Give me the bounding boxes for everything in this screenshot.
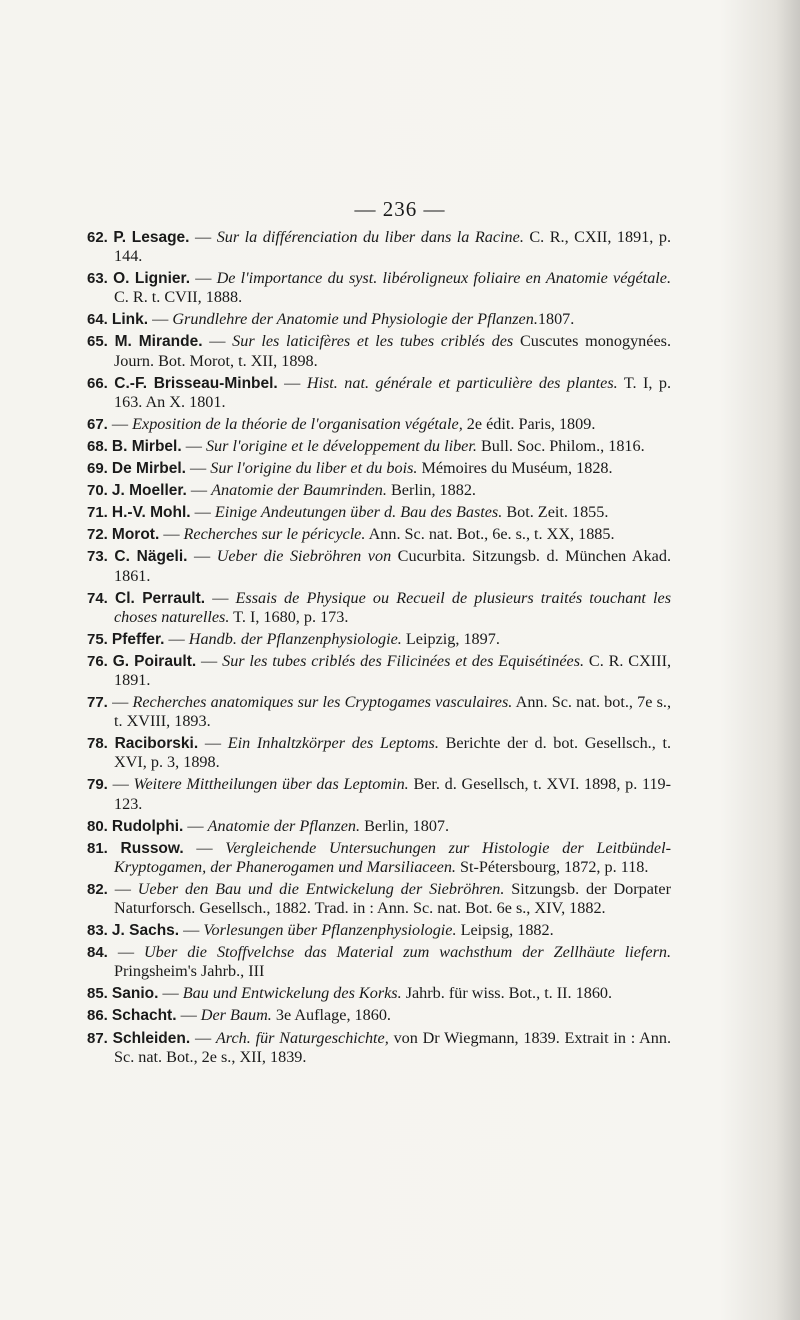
entry-title: Handb. der Pflanzenphysiologie. xyxy=(188,629,402,648)
entry-number: 67. xyxy=(87,415,108,433)
entry-reference: Pringsheim's Jahrb., III xyxy=(114,962,265,981)
entry-title: Uber die Stoffvelchse das Material zum wachsthum der Zellhäute liefern. xyxy=(143,943,672,962)
entry-number: 72. xyxy=(87,526,108,544)
entry-number: 69. xyxy=(87,460,108,478)
entry-author: Russow. xyxy=(120,839,184,857)
entry-author: De Mirbel. xyxy=(111,460,186,478)
entry-separator: — xyxy=(185,459,211,478)
entry-author: Schleiden. xyxy=(112,1029,191,1047)
entry-reference: Bull. Soc. Philom., 1816. xyxy=(476,436,645,455)
entry-reference: 3e Auflage, 1860. xyxy=(271,1006,391,1025)
entry-author: C.-F. Brisseau-Minbel. xyxy=(114,374,278,392)
bibliography-entry xyxy=(87,921,671,940)
entry-number: 81. xyxy=(87,839,108,857)
bibliography-entry xyxy=(87,228,671,266)
entry-number: 83. xyxy=(87,922,108,940)
bibliography-entry xyxy=(87,775,671,813)
entry-author: P. Lesage. xyxy=(113,229,190,246)
entry-separator: — xyxy=(181,436,206,455)
entry-reference: Ber. d. Gesellsch, t. XVI. 1898, p. 119-123. xyxy=(114,775,672,813)
entry-title: Der Baum. xyxy=(200,1006,272,1025)
entry-number: 87. xyxy=(87,1029,108,1047)
entry-author: B. Mirbel. xyxy=(111,437,182,455)
bibliography-entry xyxy=(87,693,671,731)
entry-separator: — xyxy=(187,547,217,566)
entry-title: Exposition de la théorie de l'organisation végétale, xyxy=(132,414,463,433)
entry-number: 75. xyxy=(87,630,108,648)
bibliography-entry xyxy=(87,332,671,370)
entry-separator: — xyxy=(158,984,183,1003)
entry-number: 68. xyxy=(87,437,108,455)
entry-separator: — xyxy=(112,693,133,712)
entry-separator: — xyxy=(176,1006,201,1025)
entry-reference: C. R., CXII, 1891, p. 144. xyxy=(114,228,671,266)
entry-reference: Sitzungsb. der Dorpater Naturforsch. Gesellsch., 1882. Trad. in : Ann. Sc. nat. Bot. 6e s., XIV, 1882. xyxy=(114,879,672,917)
entry-reference: T. I, p. 163. An X. 1801. xyxy=(114,373,672,411)
entry-author: H.-V. Mohl. xyxy=(111,504,191,522)
entry-separator: — xyxy=(190,503,215,522)
entry-title: Weitere Mittheilungen über das Leptomin. xyxy=(133,775,409,794)
entry-number: 76. xyxy=(87,652,108,670)
bibliography-entry xyxy=(87,630,671,649)
entry-title: Ueber den Bau und die Entwickelung der Siebröhren. xyxy=(137,879,505,898)
entry-author: Raciborski. xyxy=(114,735,199,753)
bibliography-entry xyxy=(87,943,671,981)
entry-reference: Ann. Sc. nat. Bot., 6e. s., t. XX, 1885. xyxy=(365,525,615,544)
entry-separator: — xyxy=(114,879,138,898)
entry-title: Sur la différenciation du liber dans la Racine. xyxy=(216,228,524,246)
bibliography-entry xyxy=(87,547,671,585)
bibliography-entry xyxy=(87,437,671,456)
entry-author: G. Poirault. xyxy=(112,652,197,670)
entry-number: 63. xyxy=(87,270,108,288)
entry-separator: — xyxy=(112,775,134,794)
entry-reference: C. R. t. CVII, 1888. xyxy=(114,288,243,307)
bibliography-entry xyxy=(87,310,671,329)
entry-title: Anatomie der Pflanzen. xyxy=(207,816,361,835)
entry-title: Recherches anatomiques sur les Cryptogames vasculaires. xyxy=(132,693,513,712)
entry-title: Vorlesungen über Pflanzenphysiologie. xyxy=(203,921,457,940)
entry-title: Sur les tubes criblés des Filicinées et des Equisétinées. xyxy=(222,651,585,670)
bibliography-entry xyxy=(87,503,671,522)
entry-title: Sur l'origine et le développement du liber. xyxy=(205,436,477,455)
bibliography-entry xyxy=(87,652,671,690)
entry-author: Schacht. xyxy=(111,1007,177,1025)
entry-reference: T. I, 1680, p. 173. xyxy=(229,607,349,626)
entry-separator: — xyxy=(196,651,223,670)
entry-author: C. Nägeli. xyxy=(114,548,188,566)
entry-reference: Cucurbita. Sitzungsb. d. München Akad. 1861. xyxy=(114,547,672,585)
bibliography-entry xyxy=(87,1029,671,1067)
bibliography-entry xyxy=(87,589,671,627)
entry-author: J. Moeller. xyxy=(111,482,187,500)
entry-title: Hist. nat. générale et particulière des plantes. xyxy=(306,373,618,392)
bibliography-entry xyxy=(87,374,671,412)
entry-reference: Cuscutes monogynées. Journ. Bot. Morot, t. XII, 1898. xyxy=(114,332,671,370)
bibliography-entry xyxy=(87,817,671,836)
entry-reference: Berichte der d. bot. Gesellsch., t. XVI, p. 3, 1898. xyxy=(114,734,672,772)
entry-title: Anatomie der Baumrinden. xyxy=(211,481,387,500)
entry-number: 74. xyxy=(87,589,108,607)
bibliography-entry xyxy=(87,734,671,772)
entry-reference: Mémoires du Muséum, 1828. xyxy=(417,459,613,478)
entry-number: 65. xyxy=(87,333,108,351)
bibliography-entry xyxy=(87,269,671,307)
entry-author: J. Sachs. xyxy=(111,922,180,940)
entry-separator: — xyxy=(164,629,189,648)
bibliography-entry xyxy=(87,839,671,877)
entry-reference: Leipzig, 1897. xyxy=(401,629,500,648)
entry-separator: — xyxy=(202,332,233,351)
entry-separator: — xyxy=(186,481,212,500)
entry-separator: — xyxy=(190,1028,216,1047)
entry-title: Sur l'origine du liber et du bois. xyxy=(210,459,418,478)
entry-reference: Ann. Sc. nat. bot., 7e s., t. XVIII, 1893. xyxy=(114,693,672,731)
bibliography-list xyxy=(87,228,671,1070)
entry-reference: 2e édit. Paris, 1809. xyxy=(462,414,596,433)
entry-separator: — xyxy=(183,838,226,857)
entry-number: 73. xyxy=(87,548,108,566)
entry-separator: — xyxy=(190,269,217,288)
bibliography-entry xyxy=(87,481,671,500)
entry-number: 84. xyxy=(87,944,108,962)
entry-number: 62. xyxy=(87,229,108,246)
entry-separator: — xyxy=(179,921,204,940)
entry-number: 70. xyxy=(87,482,108,500)
entry-number: 85. xyxy=(87,985,108,1003)
entry-title: Vergleichende Untersuchungen zur Histologie der Leitbündel-Kryptogamen, der Phanerogamen und Marsiliaceen. xyxy=(114,838,672,876)
entry-reference: Berlin, 1882. xyxy=(386,481,476,500)
entry-number: 80. xyxy=(87,817,108,835)
entry-title: Arch. für Naturgeschichte, xyxy=(215,1028,389,1047)
entry-separator: — xyxy=(277,373,307,392)
entry-title: Essais de Physique ou Recueil de plusieurs traités touchant les choses naturelles. xyxy=(114,588,672,626)
bibliography-entry xyxy=(87,1006,671,1025)
entry-author: Sanio. xyxy=(111,985,159,1003)
entry-number: 86. xyxy=(87,1007,108,1025)
entry-reference: Leipsig, 1882. xyxy=(456,921,554,940)
entry-separator: — xyxy=(198,734,228,753)
entry-number: 82. xyxy=(87,880,108,898)
entry-separator: — xyxy=(148,310,173,329)
entry-title: Ein Inhaltzkörper des Leptoms. xyxy=(227,734,439,753)
entry-reference: Jahrb. für wiss. Bot., t. II. 1860. xyxy=(401,984,613,1003)
bibliography-entry xyxy=(87,984,671,1003)
entry-number: 79. xyxy=(87,776,108,794)
entry-title: Sur les laticifères et les tubes criblés des xyxy=(232,332,514,351)
entry-title: De l'importance du syst. libéroligneux foliaire en Anatomie végétale. xyxy=(216,269,672,288)
entry-reference: C. R. CXIII, 1891. xyxy=(114,651,672,689)
entry-author: O. Lignier. xyxy=(113,270,191,288)
entry-separator: — xyxy=(117,943,144,962)
entry-separator: — xyxy=(205,588,236,607)
entry-number: 71. xyxy=(87,504,108,522)
entry-title: Grundlehre der Anatomie und Physiologie der Pflanzen. xyxy=(172,310,538,329)
entry-author: Morot. xyxy=(111,526,160,544)
entry-number: 64. xyxy=(87,311,108,329)
entry-author: M. Mirande. xyxy=(114,333,203,351)
bibliography-entry xyxy=(87,880,671,918)
entry-title: Bau und Entwickelung des Korks. xyxy=(182,984,402,1003)
entry-reference: Berlin, 1807. xyxy=(360,816,450,835)
bibliography-entry xyxy=(87,525,671,544)
page-number: — 236 — xyxy=(354,197,446,221)
entry-number: 78. xyxy=(87,735,108,753)
entry-separator: — xyxy=(183,816,208,835)
entry-reference: Bot. Zeit. 1855. xyxy=(502,503,609,522)
bibliography-entry xyxy=(87,459,671,478)
entry-author: Cl. Perrault. xyxy=(115,589,206,607)
entry-title: Einige Andeutungen über d. Bau des Bastes. xyxy=(214,503,503,522)
entry-reference: St-Pétersbourg, 1872, p. 118. xyxy=(455,857,649,876)
entry-author: Pfeffer. xyxy=(111,630,165,648)
bibliography-entry xyxy=(87,415,671,434)
entry-separator: — xyxy=(189,228,217,246)
entry-title: Ueber die Siebröhren von xyxy=(216,547,392,566)
entry-reference: von Dr Wiegmann, 1839. Extrait in : Ann. Sc. nat. Bot., 2e s., XII, 1839. xyxy=(114,1028,672,1066)
entry-number: 66. xyxy=(87,374,108,392)
entry-title: Recherches sur le péricycle. xyxy=(183,525,366,544)
entry-separator: — xyxy=(111,414,133,433)
entry-author: Link. xyxy=(111,311,149,329)
entry-separator: — xyxy=(159,525,184,544)
entry-number: 77. xyxy=(87,694,108,712)
entry-author: Rudolphi. xyxy=(111,817,184,835)
entry-reference: 1807. xyxy=(537,310,575,329)
